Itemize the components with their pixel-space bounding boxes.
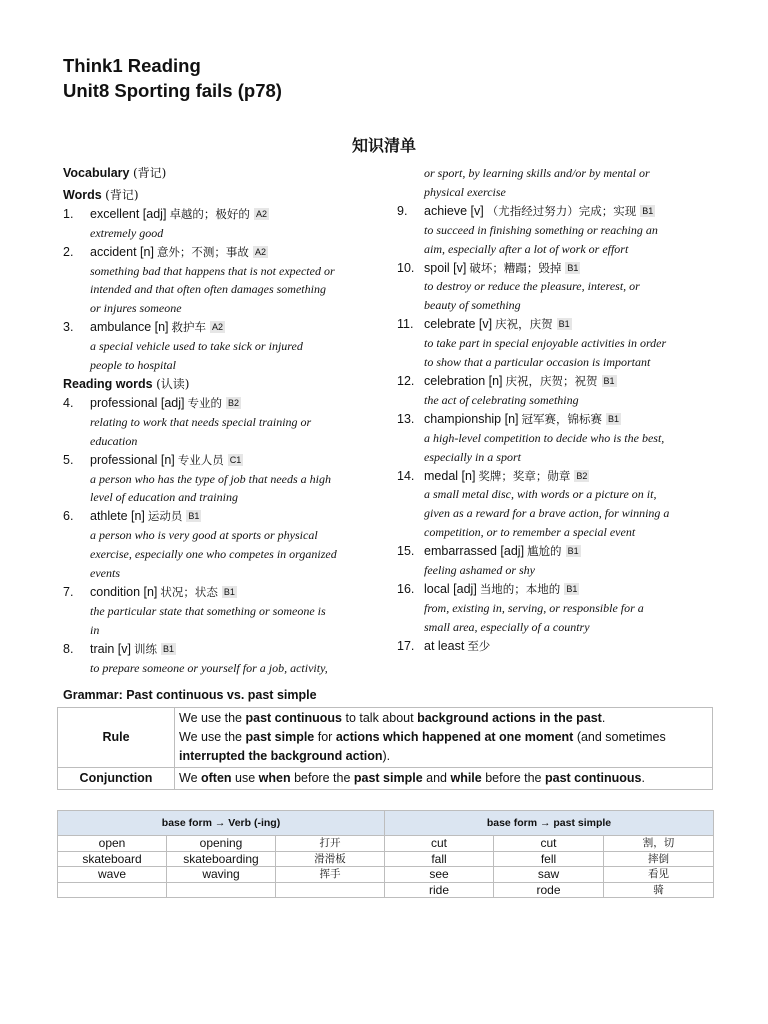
entry-headword-line xyxy=(424,315,717,334)
verb-forms-row xyxy=(58,867,714,883)
entry-definition-line: level of education and training xyxy=(90,490,238,505)
grammar-heading: Grammar: Past continuous vs. past simple xyxy=(63,688,317,702)
vocab-entry xyxy=(397,372,717,410)
verb-forms-cell: 滑滑板 xyxy=(276,851,385,867)
entry-translation: 状况；状态 xyxy=(160,584,218,599)
verb-forms-cell: cut xyxy=(494,836,604,852)
rule-label: Rule xyxy=(58,708,175,768)
entry-headword-line xyxy=(90,507,383,526)
cefr-level-badge: B1 xyxy=(188,511,200,522)
entry-number: 9. xyxy=(397,203,408,218)
cefr-level-badge: A2 xyxy=(212,322,224,333)
verb-forms-cell: skateboarding xyxy=(167,851,276,867)
entry-definition-line: relating to work that needs special training or xyxy=(90,414,312,429)
entry-translation: 尴尬的 xyxy=(527,544,562,559)
vocab-entry xyxy=(397,410,717,467)
entry-headword-line xyxy=(90,640,383,659)
entry-translation: 当地的；本地的 xyxy=(479,581,561,596)
entry-number: 6. xyxy=(63,509,74,524)
entry-number: 16. xyxy=(397,581,415,596)
verb-forms-table xyxy=(57,810,714,898)
cefr-level-badge: C1 xyxy=(229,454,242,465)
entry-headword-line xyxy=(90,451,383,470)
vocab-entry xyxy=(397,315,717,372)
page-title: Think1 Reading xyxy=(63,55,201,76)
conjunction-row xyxy=(58,768,713,790)
verb-forms-cell: cut xyxy=(385,836,494,852)
entry-translation: 训练 xyxy=(134,641,157,656)
entry-definition-line: a high-level competition to decide who is the best, xyxy=(424,430,665,445)
entry-definition-line: to succeed in finishing something or reaching an xyxy=(424,222,658,237)
entry-definition-line: something bad that happens that is not expected or xyxy=(90,263,335,278)
entry-translation: （尤指经过努力）完成；实现 xyxy=(486,203,637,218)
verb-forms-cell: 骑 xyxy=(604,882,714,898)
entry-translation: 奖牌；奖章；勋章 xyxy=(478,468,571,483)
verb-forms-cell: 割，切 xyxy=(604,836,714,852)
entry-definition-line: intended and that often often damages something xyxy=(90,282,326,297)
entry-translation: 卓越的；极好的 xyxy=(169,206,250,221)
rule-text: We use the past continuous to talk about background actions in the past. We use the past simple for actions which happened at one moment (and sometimes interrupted the background action). xyxy=(175,708,713,768)
entry-translation: 庆祝，庆贺 xyxy=(495,317,553,332)
entry-headword-line xyxy=(90,583,383,602)
entry-term: accident [n] xyxy=(90,244,154,259)
entry-number: 11. xyxy=(397,317,414,332)
entry-definition-line: the particular state that something or someone is xyxy=(90,603,326,618)
entry-number: 1. xyxy=(63,206,74,221)
verb-forms-cell: 摔倒 xyxy=(604,851,714,867)
verb-forms-cell xyxy=(167,882,276,898)
entry-term: local [adj] xyxy=(424,581,477,596)
entry-definition-line: feeling ashamed or shy xyxy=(424,563,535,578)
cefr-level-badge: B1 xyxy=(566,583,578,594)
entry-definition-line: especially in a sport xyxy=(424,449,521,464)
vocab-entry xyxy=(63,394,383,451)
entry-definition-line: small area, especially of a country xyxy=(424,619,590,634)
entry-definition-line: exercise, especially one who competes in organized xyxy=(90,547,337,562)
vocab-entry xyxy=(63,583,383,640)
verb-forms-row xyxy=(58,882,714,898)
verb-forms-cell: rode xyxy=(494,882,604,898)
cefr-level-badge: B2 xyxy=(228,397,240,408)
vocab-entry xyxy=(63,640,383,678)
entry-definition-line: aim, especially after a lot of work or effort xyxy=(424,241,629,256)
entry-term: achieve [v] xyxy=(424,203,484,218)
entry-definition-line: the act of celebrating something xyxy=(424,392,579,407)
entry-term: excellent [adj] xyxy=(90,206,167,221)
entry-translation: 破坏；糟蹋；毁掉 xyxy=(469,260,562,275)
entry-number: 4. xyxy=(63,395,74,410)
entry-definition-line: in xyxy=(90,622,100,637)
entry-headword-line xyxy=(424,202,717,221)
entry-headword-line xyxy=(424,542,717,561)
entry-headword-line xyxy=(424,637,717,656)
verb-forms-cell xyxy=(58,882,167,898)
verb-forms-cell: 挥手 xyxy=(276,867,385,883)
cefr-level-badge: B1 xyxy=(567,546,579,557)
section-title: 知识清单 xyxy=(351,136,416,155)
entry-headword-line xyxy=(424,259,717,278)
verb-forms-cell: opening xyxy=(167,836,276,852)
entry-headword-line xyxy=(424,467,717,486)
vocab-entry xyxy=(397,542,717,580)
vocab-entry xyxy=(63,451,383,508)
vocab-entry xyxy=(397,637,717,656)
entry-term: professional [n] xyxy=(90,452,175,467)
entry-number: 13. xyxy=(397,411,415,426)
entry-definition-line: to destroy or reduce the pleasure, interest, or xyxy=(424,279,640,294)
conjunction-text: We often use when before the past simple and while before the past continuous. xyxy=(175,768,713,790)
entry-definition-line: or injures someone xyxy=(90,301,182,316)
vocabulary-heading: Vocabulary (背记) xyxy=(63,166,167,180)
entry-definition-line: a person who is very good at sports or physical xyxy=(90,528,318,543)
entry-number: 3. xyxy=(63,320,74,335)
vocab-right-column xyxy=(397,164,717,656)
entry-definition-line: competition, or to remember a special event xyxy=(424,525,636,540)
vocab-entry xyxy=(397,580,717,637)
entry-translation: 专业人员 xyxy=(177,452,224,467)
cefr-level-badge: B1 xyxy=(223,586,235,597)
cefr-level-badge: A2 xyxy=(255,208,267,219)
entry-term: medal [n] xyxy=(424,468,476,483)
entry-headword-line xyxy=(424,410,717,429)
entry-number: 10. xyxy=(397,260,415,275)
entry-definition-line: a small metal disc, with words or a picture on it, xyxy=(424,487,657,502)
entry-number: 12. xyxy=(397,373,415,388)
entry-term: championship [n] xyxy=(424,411,519,426)
verb-forms-cell: skateboard xyxy=(58,851,167,867)
entry-definition-line: education xyxy=(90,433,138,448)
verb-forms-cell: waving xyxy=(167,867,276,883)
entry-definition-line: from, existing in, serving, or responsible for a xyxy=(424,600,644,615)
verb-forms-cell: fell xyxy=(494,851,604,867)
entry-term: train [v] xyxy=(90,641,131,656)
entry-number: 2. xyxy=(63,244,74,259)
verb-forms-cell: 看见 xyxy=(604,867,714,883)
entry-definition-line: events xyxy=(90,566,120,581)
vocab-entry xyxy=(397,467,717,543)
cefr-level-badge: B1 xyxy=(558,319,570,330)
verb-forms-row xyxy=(58,836,714,852)
entry-headword-line xyxy=(424,372,717,391)
entry-translation: 救护车 xyxy=(171,320,207,335)
vocab-entry xyxy=(397,259,717,316)
entry-definition-line: extremely good xyxy=(90,225,164,240)
cefr-level-badge: B1 xyxy=(163,643,175,654)
verb-forms-cell: saw xyxy=(494,867,604,883)
entry-number: 17. xyxy=(397,638,415,653)
conjunction-label: Conjunction xyxy=(58,768,175,790)
page-subtitle: Unit8 Sporting fails (p78) xyxy=(63,80,282,101)
entry-number: 8. xyxy=(63,641,74,656)
reading-words-heading: Reading words (认读) xyxy=(63,376,190,391)
words-heading: Words (背记) xyxy=(63,187,139,202)
entry-definition-line: given as a reward for a brave action, for winning a xyxy=(424,506,670,521)
entry-term: spoil [v] xyxy=(424,260,467,275)
entry-headword-line xyxy=(90,394,383,413)
entry-term: celebrate [v] xyxy=(424,317,493,332)
verb-forms-cell xyxy=(276,882,385,898)
verb-forms-cell: fall xyxy=(385,851,494,867)
entry-number: 14. xyxy=(397,468,415,483)
cefr-level-badge: B2 xyxy=(576,470,588,481)
entry-translation: 专业的 xyxy=(187,395,223,410)
entry-translation: 意外；不测；事故 xyxy=(156,244,249,259)
vocab-entry xyxy=(63,507,383,583)
entry-translation: 冠军赛，锦标赛 xyxy=(521,411,603,426)
entry-definition-line: to show that a particular occasion is important xyxy=(424,355,651,370)
entry-number: 7. xyxy=(63,584,74,599)
vocab-entry xyxy=(63,243,383,319)
grammar-rules-table xyxy=(57,707,713,790)
entry-term: athlete [n] xyxy=(90,509,145,524)
entry-definition-line: a person who has the type of job that needs a high xyxy=(90,471,331,486)
entry-number: 5. xyxy=(63,452,74,467)
verb-forms-cell: see xyxy=(385,867,494,883)
vocab-entry xyxy=(397,202,717,259)
verb-forms-cell: wave xyxy=(58,867,167,883)
ing-form-header: base form → Verb (-ing) xyxy=(58,811,385,836)
verb-forms-cell: ride xyxy=(385,882,494,898)
continued-definition-line: or sport, by learning skills and/or by mental or xyxy=(424,166,650,180)
entry-definition-line: to prepare someone or yourself for a job, activity, xyxy=(90,660,328,675)
entry-translation: 至少 xyxy=(467,638,491,653)
entry-term: at least xyxy=(424,638,465,653)
entry-number: 15. xyxy=(397,544,415,559)
continued-definition-line: physical exercise xyxy=(424,184,506,199)
past-simple-header: base form → past simple xyxy=(385,811,714,836)
entry-term: celebration [n] xyxy=(424,373,503,388)
entry-definition-line: a special vehicle used to take sick or injured xyxy=(90,339,303,354)
verb-forms-cell: 打开 xyxy=(276,836,385,852)
cefr-level-badge: B1 xyxy=(567,262,579,273)
entry-headword-line xyxy=(90,243,383,262)
cefr-level-badge: A2 xyxy=(254,246,266,257)
rule-row xyxy=(58,708,713,768)
entry-headword-line xyxy=(424,580,717,599)
entry-term: professional [adj] xyxy=(90,395,185,410)
cefr-level-badge: B1 xyxy=(603,375,615,386)
entry-headword-line xyxy=(90,318,383,337)
entry-term: condition [n] xyxy=(90,584,158,599)
entry-term: embarrassed [adj] xyxy=(424,544,525,559)
entry-term: ambulance [n] xyxy=(90,320,169,335)
vocab-entry xyxy=(63,318,383,375)
cefr-level-badge: B1 xyxy=(642,205,654,216)
vocab-left-column xyxy=(63,164,383,677)
entry-translation: 运动员 xyxy=(147,509,183,524)
verb-forms-row xyxy=(58,851,714,867)
entry-definition-line: beauty of something xyxy=(424,298,521,313)
entry-headword-line xyxy=(90,205,383,224)
cefr-level-badge: B1 xyxy=(608,413,620,424)
entry-translation: 庆祝，庆贺；祝贺 xyxy=(505,373,598,388)
entry-definition-line: people to hospital xyxy=(90,358,176,373)
vocab-entry xyxy=(63,205,383,243)
entry-definition-line: to take part in special enjoyable activities in order xyxy=(424,336,667,351)
verb-forms-cell: open xyxy=(58,836,167,852)
